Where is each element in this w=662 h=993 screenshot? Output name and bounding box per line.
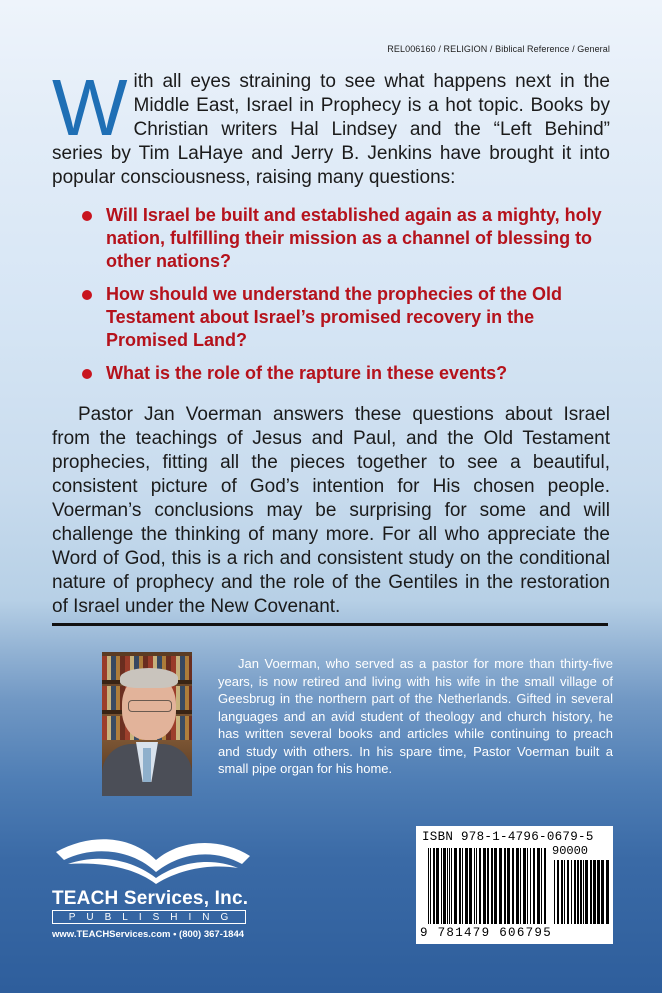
publisher-contact: www.TEACHServices.com • (800) 367-1844 <box>52 929 245 940</box>
barcode-bar <box>479 848 481 924</box>
category-label: REL006160 / RELIGION / Biblical Reference / General <box>387 44 610 54</box>
bullet-icon <box>82 369 92 379</box>
question-item <box>76 204 606 273</box>
isbn-barcode <box>416 826 613 944</box>
barcode-bar <box>583 860 584 924</box>
author-photo <box>102 652 192 796</box>
question-text: What is the role of the rapture in these events? <box>106 363 508 383</box>
barcode-bar <box>601 860 604 924</box>
author-glasses <box>128 700 172 712</box>
barcode-bar <box>580 860 582 924</box>
barcode-bar <box>590 860 592 924</box>
barcode-bar <box>554 860 555 924</box>
barcode-bar <box>567 860 569 924</box>
barcode-bar <box>557 860 559 924</box>
barcode-bar <box>520 848 521 924</box>
bullet-icon <box>82 290 92 300</box>
intro-text: ith all eyes straining to see what happens next in the Middle East, Israel in Prophecy is a hot topic. Books by Christian writers Hal Lindsey and the “Left Behind” series by Tim LaHaye and Jerry B. Jenkins have brought it into popular consciousness, raising many questions: <box>52 71 610 188</box>
barcode-bar <box>577 860 579 924</box>
barcode-bar <box>564 860 565 924</box>
barcode-bar <box>512 848 514 924</box>
barcode-bar <box>597 860 600 924</box>
publisher-name: TEACH Services, Inc. <box>52 888 249 909</box>
barcode-bar <box>537 848 540 924</box>
barcode-bar <box>499 848 502 924</box>
barcode-bar <box>593 860 596 924</box>
barcode-bar <box>571 860 572 924</box>
barcode-bar <box>430 848 431 924</box>
price-addon: 90000 <box>552 844 589 858</box>
barcode-bar <box>487 848 489 924</box>
barcode-bar <box>433 848 435 924</box>
barcode-bar <box>474 848 475 924</box>
barcode-bar <box>527 848 528 924</box>
barcode-bar <box>507 848 510 924</box>
description-paragraph: Pastor Jan Voerman answers these questions about Israel from the teachings of Jesus and Paul, and the Old Testament prophecies, fitting all the pieces together to see a beautiful, consistent picture of God’s intention for His chosen people. Voerman’s conclusions may be surprising for some and will challenge the thinking of many more. For all who appreciate the Word of God, this is a rich and consistent study on the conditional nature of prophecy and the role of the Gentiles in the restoration of Israel under the New Covenant. <box>52 404 610 617</box>
barcode-bar <box>459 848 461 924</box>
barcode-bar <box>544 848 546 924</box>
author-hair <box>120 668 178 688</box>
barcode-bar <box>561 860 563 924</box>
open-book-icon <box>52 830 252 890</box>
barcode-bar <box>516 848 519 924</box>
publisher-logo <box>52 830 252 940</box>
barcode-bar <box>469 848 472 924</box>
barcode-bar <box>454 848 457 924</box>
barcode-digits: 9 781479 606795 <box>420 926 553 940</box>
intro-paragraph <box>52 63 610 190</box>
drop-cap: W <box>52 63 128 152</box>
barcode-bar <box>451 848 452 924</box>
author-tie <box>143 748 151 782</box>
barcode-bar <box>491 848 493 924</box>
barcode-bar <box>449 848 450 924</box>
barcode-bar <box>533 848 535 924</box>
barcode-bar <box>585 860 588 924</box>
barcode-bar <box>504 848 506 924</box>
question-list <box>76 204 606 395</box>
publisher-tagline: PUBLISHING <box>52 910 246 924</box>
barcode-bar <box>447 848 448 924</box>
barcode-bar <box>462 848 463 924</box>
barcode-bar <box>443 848 446 924</box>
barcode-bar <box>523 848 526 924</box>
isbn-label: ISBN 978-1-4796-0679-5 <box>422 830 594 844</box>
barcode-bar <box>465 848 468 924</box>
question-item <box>76 283 606 352</box>
question-item <box>76 362 606 385</box>
question-text: Will Israel be built and established again as a mighty, holy nation, fulfilling their mission as a channel of blessing to other nations? <box>106 205 602 271</box>
bullet-icon <box>82 211 92 221</box>
barcode-bar <box>483 848 486 924</box>
barcode-bar <box>541 848 542 924</box>
barcode-bar <box>494 848 497 924</box>
barcode-bar <box>530 848 531 924</box>
author-bio: Jan Voerman, who served as a pastor for more than thirty-five years, is now retired and living with his wife in the small village of Geesbrug in the northern part of the Netherlands. Gifted in several languages and an avid student of theology and church history, he has written several books and articles while continuing to preach and study with others. In his spare time, Pastor Voerman built a small pipe organ for his home. <box>218 656 613 776</box>
barcode-bar <box>606 860 609 924</box>
barcode-bar <box>476 848 477 924</box>
barcode-bar <box>441 848 442 924</box>
question-text: How should we understand the prophecies of the Old Testament about Israel’s promised recovery in the Promised Land? <box>106 284 563 350</box>
barcode-bar <box>436 848 439 924</box>
section-divider <box>52 623 608 626</box>
barcode-bar <box>574 860 576 924</box>
barcode-bar <box>428 848 429 924</box>
